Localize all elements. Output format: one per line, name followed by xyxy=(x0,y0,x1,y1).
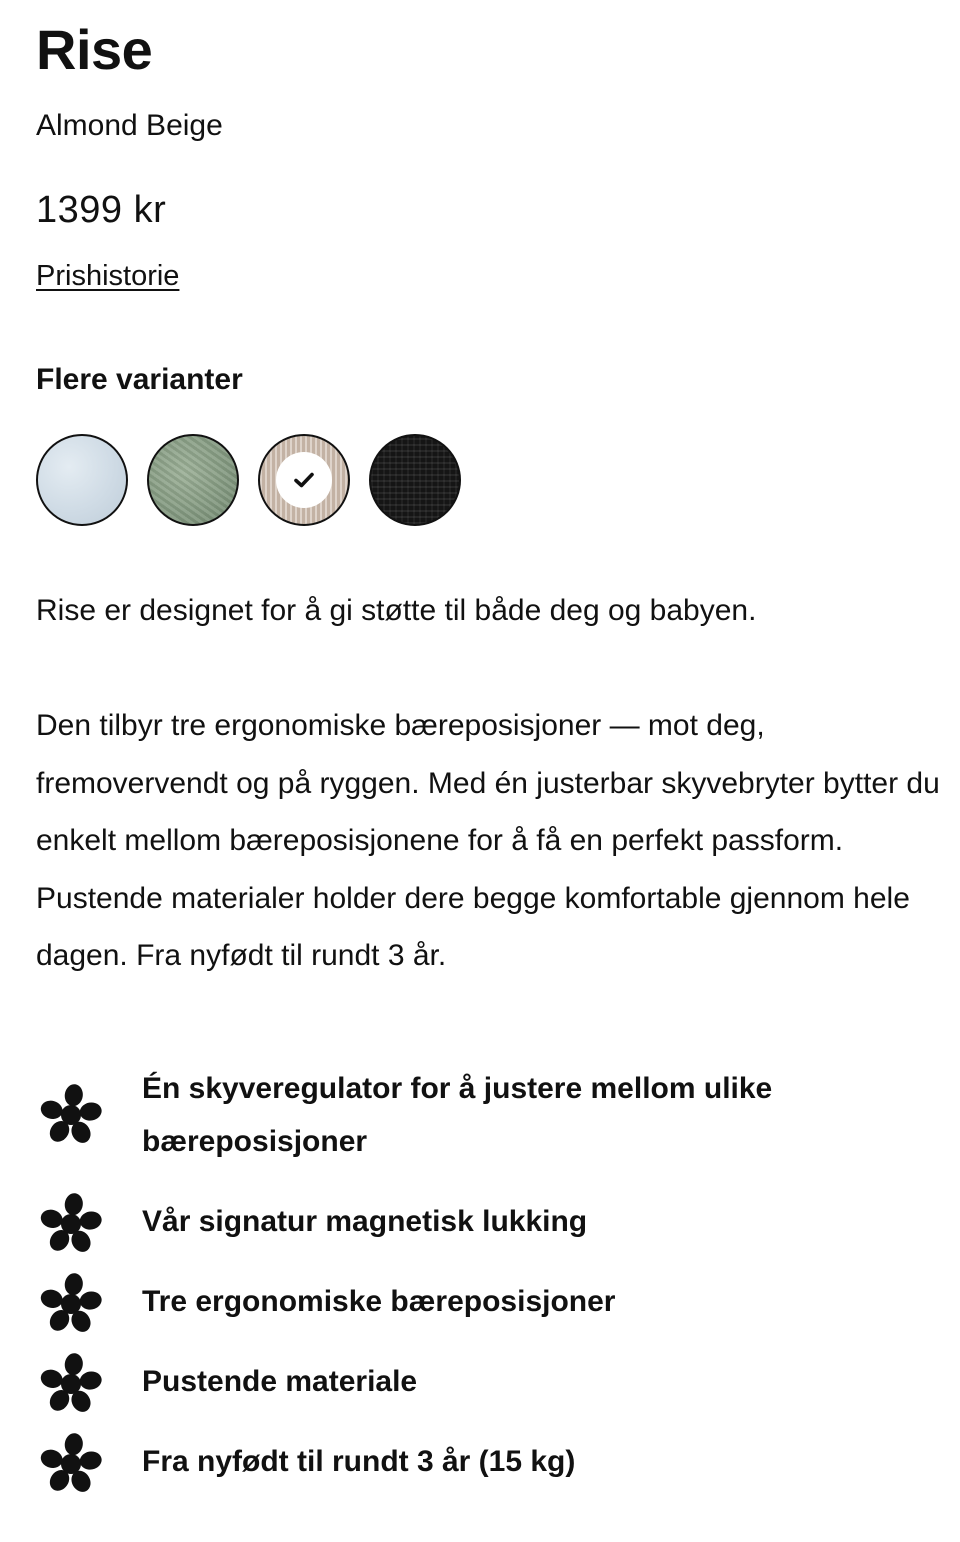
feature-text: Vår signatur magnetisk lukking xyxy=(142,1205,588,1238)
feature-text: Én skyveregulator for å justere mellom ulike bæreposisjoner xyxy=(142,1072,773,1158)
flower-star-icon xyxy=(40,1433,102,1495)
product-price: 1399 kr xyxy=(36,189,167,231)
feature-text: Pustende materiale xyxy=(142,1365,418,1398)
description-body: Den tilbyr tre ergonomiske bæreposisjoner — mot deg, fremovervendt og på ryggen. Med én justerbar skyvebryter bytter du enkelt mellom bæreposisjonene for å få en perfekt passform. Pustende materialer holder dere begge komfortable gjennom hele dagen. Fra nyfødt til rundt 3 år. xyxy=(36,709,940,972)
variant-swatch-black[interactable] xyxy=(369,434,461,526)
flower-star-icon xyxy=(40,1193,102,1255)
description-intro: Rise er designet for å gi støtte til både deg og babyen. xyxy=(36,594,757,627)
selected-indicator xyxy=(276,452,332,508)
variant-swatch-light-blue[interactable] xyxy=(36,434,128,526)
product-color-name: Almond Beige xyxy=(36,109,223,142)
variant-swatches xyxy=(36,434,461,526)
product-title: Rise xyxy=(36,18,153,81)
flower-star-icon xyxy=(40,1084,102,1146)
flower-star-icon xyxy=(40,1273,102,1335)
price-history-link[interactable]: Prishistorie xyxy=(36,260,180,292)
checkmark-icon xyxy=(293,471,315,489)
variant-swatch-almond-beige[interactable] xyxy=(258,434,350,526)
feature-text: Tre ergonomiske bæreposisjoner xyxy=(142,1285,616,1318)
variant-swatch-sage-green[interactable] xyxy=(147,434,239,526)
variants-heading: Flere varianter xyxy=(36,363,243,396)
feature-text: Fra nyfødt til rundt 3 år (15 kg) xyxy=(142,1445,576,1478)
flower-star-icon xyxy=(40,1353,102,1415)
